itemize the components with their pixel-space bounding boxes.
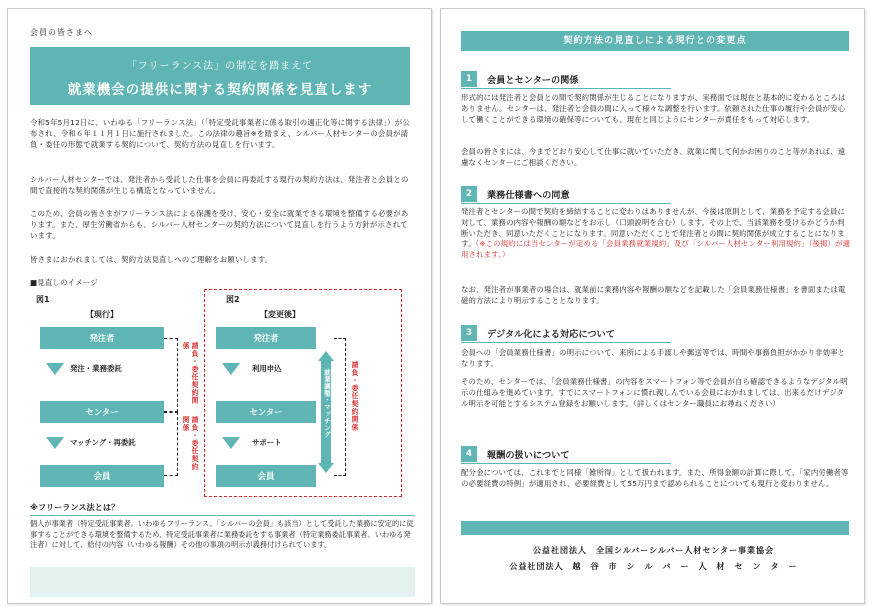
fig2-arrow-up-head [318, 351, 334, 361]
intro-paragraph-2: シルバー人材センターでは、発注者から受託した仕事を会員に再委託する現行の契約方法は、発注者と会員との間で直接的な契約関係が生じる構造となっていません。 [30, 175, 409, 195]
fig1-bracket-1 [164, 338, 178, 412]
fig2-center-box: センター [216, 401, 316, 423]
organization-national: 公益社団法人 全国シルバーシルバー人材センター事業協会 [533, 546, 774, 555]
freelance-law-text: 個人が事業者（特定受託事業者。いわゆるフリーランス。「シルバーの会員」も該当）として受託した業務に安定的に従事することができる環境を整備するため、特定受託事業者に業務委託をする事業者（特定業務委託事業者。いわゆる発注者）に対して、給付の内容（いわゆる報酬）その他の事項の明示が義務付けられています。 [30, 519, 414, 550]
fig1-step-2: マッチング・再委託 [70, 438, 136, 447]
fig2-relation: 請負・委任契約関係 [350, 361, 358, 432]
section-3-number: 3 [461, 325, 477, 341]
fig2-down-arrow-1 [222, 363, 240, 375]
fig1-relation-2: 請負・委任契約関係 [181, 416, 198, 471]
banner-title: 就業機会の提供に関する契約関係を見直します [67, 82, 373, 98]
banner-subtitle: 「フリーランス法」の制定を踏まえて [126, 61, 314, 72]
section-3-text-2: そのため、センターでは、「会員業務仕様書」の内容をスマートフォン等で会員が自ら確認できるようなデジタル明示の仕組みを進めています。すでにスマートフォンに慣れ親しんでいる会員におかれましては、出来るだけデジタル明示を可能とするシステム登録をお願いします。（詳しくはセンター職員にお尋ねください） [461, 377, 848, 408]
section-3-text-1: 会員への「会員業務仕様書」の明示について、来所による手渡しや郵送等では、時間や事務負担がかかり非効率となります。 [461, 348, 846, 368]
right-bottom-band [461, 521, 849, 535]
section-4-text-1: 配分金については、これまでと同様「雑所得」として扱われます。また、所得金額の計算に際して、「家内労働者等の必要経費の特例」が適用され、必要経費として55万円まで認められることについても現行と変わりません。 [461, 468, 849, 488]
fig1-down-arrow-1 [46, 363, 64, 375]
fig1-bracket-2 [164, 412, 178, 476]
right-page [440, 8, 865, 604]
fig2-arrow-down-head [318, 463, 334, 473]
fig1-orderer-box: 発注者 [40, 327, 164, 349]
section-1-title: 会員とセンターの関係 [487, 75, 579, 86]
fig1-title: 【現行】 [86, 310, 118, 319]
intro-paragraph-3: このため、会員の皆さまがフリーランス法による保護を受け、安心・安全に就業できる環境を整備する必要があります。また、厚生労働省からも、シルバー人材センターの契約方法について見直しを行うよう方針が示されています。 [30, 209, 409, 240]
fig2-down-arrow-2 [222, 437, 240, 449]
greeting: 会員の皆さまへ [30, 28, 93, 37]
fig2-step-2: サポート [252, 438, 282, 447]
intro-paragraph-1: 令和5年5月12日に、いわゆる「フリーランス法」（「特定受託事業者に係る取引の適正化等に関する法律」）が公布され、令和６年１１月１日に施行されました。この法律の趣旨※を踏まえ、シルバー人材センターの会員が請負・委任の形態で就業する契約について、契約方法の見直しを行います。 [30, 118, 410, 149]
section-4-number: 4 [461, 446, 477, 462]
section-1-rule [461, 88, 671, 89]
freelance-law-rule [30, 515, 415, 516]
section-4-title: 報酬の扱いについて [487, 450, 570, 461]
fig1-member-box: 会員 [40, 465, 164, 487]
section-2-number: 2 [461, 186, 477, 202]
section-4-rule [461, 463, 671, 464]
fig2-arrow-label: 就業調整・マッチング [323, 369, 331, 438]
intro-paragraph-4: 皆さまにおかれましては、契約方法見直しへのご理解をお願いします。 [30, 255, 273, 264]
fig1-step-1: 発注・業務委託 [70, 364, 122, 373]
left-page [7, 8, 432, 604]
image-section-label: ■見直しのイメージ [30, 278, 98, 287]
fig2-member-box: 会員 [216, 465, 316, 487]
fig2-label: 図2 [226, 295, 240, 304]
fig1-relation-1: 請負・委任契約関係 [181, 342, 198, 405]
fig2-title: 【変更後】 [260, 310, 300, 319]
section-3-rule [461, 342, 671, 343]
fig2-orderer-box: 発注者 [216, 327, 316, 349]
section-2-title: 業務仕様書への同意 [487, 190, 570, 201]
fig2-step-1: 利用申込 [252, 364, 282, 373]
section-2-text-1 [461, 207, 851, 261]
freelance-law-title: ※フリーランス法とは？ [30, 502, 120, 512]
section-2-text-1-main: 発注者とセンターの間で契約を締結することに変わりはありませんが、今後は原則として、業務を予定する会員に対して、業務の内容や報酬の額などをお示し（口頭説明を含む）します。その上で、当該業務を受けるかどうか判断いただき、同意いただくことになります。同意いただくことで発注者との間に契約関係が成立することになります。 [461, 207, 846, 249]
section-1-number: 1 [461, 71, 477, 87]
fig2-bracket [334, 338, 346, 476]
changes-header: 契約方法の見直しによる現行との変更点 [461, 31, 849, 51]
fig1-center-box: センター [40, 401, 164, 423]
section-1-text-1: 形式的には発注者と会員との間で契約関係が生じることになりますが、実務面では現在と基本的に変わるところはありません。センターは、発注者と会員の間に入って様々な調整を行います。依頼された仕事の履行や会員が安心して働くことができる環境の確保等についても、現在と同じようにセンターが責任をもって対応します。 [461, 93, 846, 124]
title-banner [30, 47, 410, 105]
section-1-text-2: 会員の皆さまには、今までどおり安心して仕事に就いていただき、就業に関して何かお困りのこと等があれば、遠慮なくセンターにご相談ください。 [461, 147, 846, 167]
section-2-rule [461, 203, 671, 204]
organization-local: 公益社団法人 越 谷 市 シ ル バ ー 人 材 セ ン タ ー [509, 562, 798, 571]
section-2-text-1-note: （※この規約には当センターが定める「会員業務就業規約」及び「シルバー人材センター利用規約」（後掲）が適用されます。） [461, 239, 851, 260]
section-2-text-2: なお、発注者が事業者の場合は、就業前に業務内容や報酬の額などを記載した「会員業務仕様書」を書面または電磁的方法により明示することとなります。 [461, 285, 846, 305]
fig1-label: 図1 [36, 295, 50, 304]
fig1-down-arrow-2 [46, 437, 64, 449]
section-3-title: デジタル化による対応について [487, 329, 615, 340]
left-bottom-band [30, 567, 415, 597]
